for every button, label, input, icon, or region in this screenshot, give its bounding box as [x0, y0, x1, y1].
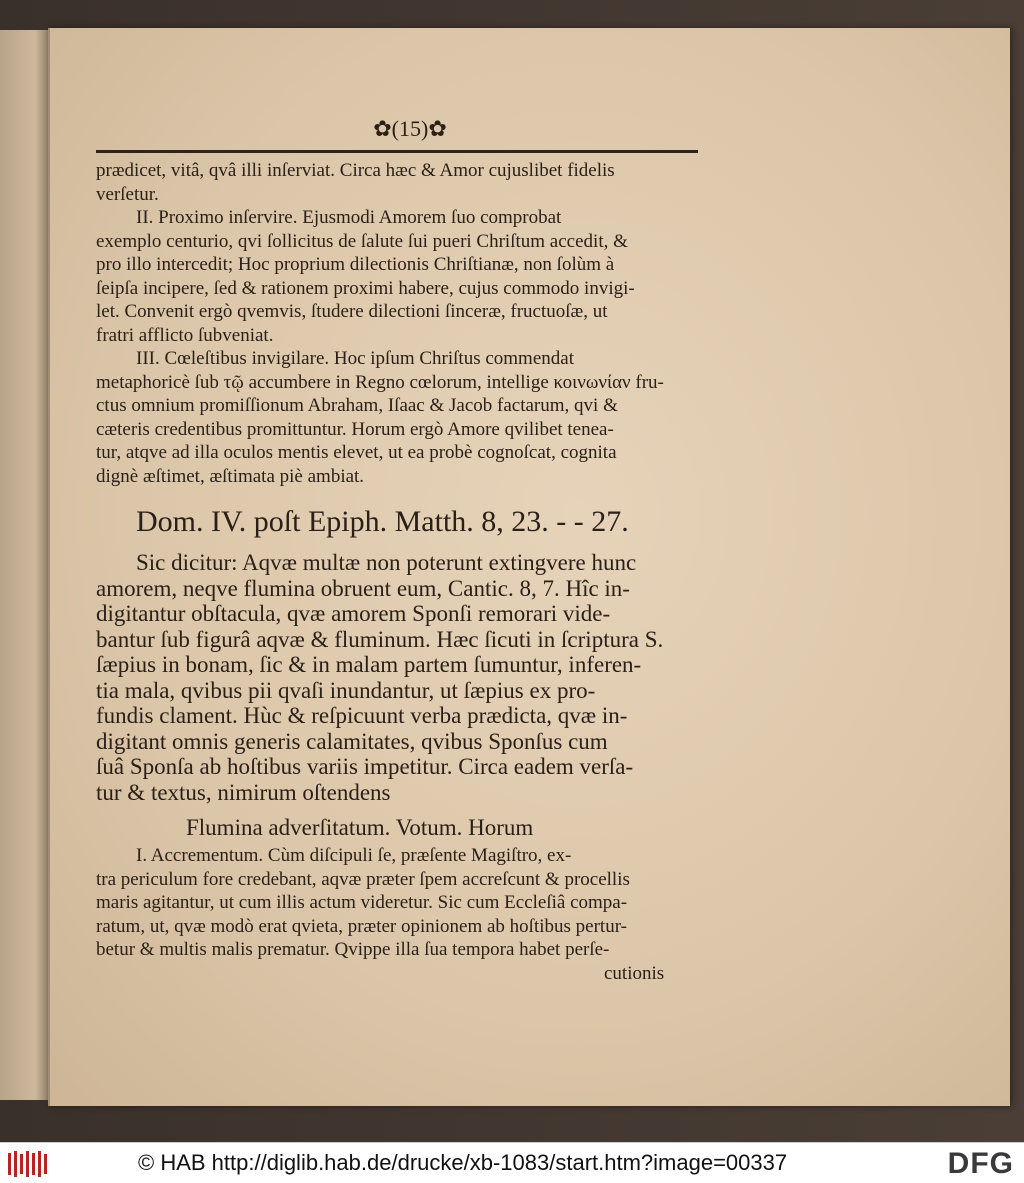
text-line: maris agitantur, ut cum illis actum videretur. Sic cum Eccleſiâ compa-	[96, 892, 628, 913]
text-line: dignè æſtimet, æſtimata piè ambiat.	[96, 465, 365, 487]
text-line: let. Convenit ergò qvemvis, ſtudere dilectioni ſinceræ, fructuoſæ, ut	[96, 301, 608, 322]
footer-bar	[0, 1142, 1024, 1183]
text-line: tur & textus, nimirum oſtendens	[96, 779, 391, 805]
text-line: pro illo intercedit; Hoc proprium dilectionis Chriſtianæ, non ſolùm à	[96, 254, 615, 275]
text-line: tur, atqve ad illa oculos mentis elevet, ut ea probè cognoſcat, cognita	[96, 442, 617, 463]
text-line: I. Accrementum. Cùm diſcipuli ſe, præſente Magiſtro, ex-	[136, 845, 572, 866]
text-line: bantur ſub figurâ aqvæ & fluminum. Hæc ſicuti in ſcriptura S.	[96, 626, 664, 652]
text-line: digitantur obſtacula, qvæ amorem Sponſi remorari vide-	[96, 601, 611, 626]
text-line: II. Proximo inſervire. Ejusmodi Amorem ſuo comprobat	[136, 207, 562, 228]
text-line: metaphoricè ſub τῷ accumbere in Regno cœlorum, intellige κοινωνίαν fru-	[96, 371, 664, 393]
text-line: ſeipſa incipere, ſed & rationem proximi habere, cujus commodo invigi-	[96, 277, 635, 299]
header-rule	[96, 150, 698, 153]
page-header: ✿(15)✿	[373, 116, 447, 141]
text-line: ſuâ Sponſa ab hoſtibus variis impetitur. Circa eadem verſa-	[96, 754, 634, 779]
text-line: tra periculum fore credebant, aqvæ præter ſpem accreſcunt & procellis	[96, 868, 630, 890]
text-line: tia mala, qvibus pii qvaſi inundantur, ut ſæpius ex pro-	[96, 677, 596, 703]
text-line: ctus omnium promiſſionum Abraham, Iſaac & Jacob factarum, qvi &	[96, 395, 618, 416]
text-line: verſetur.	[96, 183, 159, 205]
previous-page-edge	[0, 30, 51, 1100]
text-line: exemplo centurio, qvi ſollicitus de ſalute ſui pueri Chriſtum accedit, &	[96, 230, 628, 252]
text-line: ratum, ut, qvæ modò erat qvieta, præter opinionem ab hoſtibus pertur-	[96, 915, 627, 937]
text-line: fratri afflicto ſubveniat.	[96, 324, 274, 346]
text-line: Sic dicitur: Aqvæ multæ non poterunt extingvere hunc	[136, 550, 637, 575]
text-line: prædicet, vitâ, qvâ illi inſerviat. Circa hæc & Amor cujuslibet fidelis	[96, 160, 615, 181]
text-line: cæteris credentibus promittuntur. Horum ergò Amore qvilibet tenea-	[96, 418, 614, 440]
text-line: betur & multis malis prematur. Qvippe illa ſua tempora habet perſe-	[96, 939, 610, 960]
text-line: digitant omnis generis calamitates, qvibus Sponſus cum	[96, 728, 608, 754]
text-line: III. Cœleſtibus invigilare. Hoc ipſum Chriſtus commendat	[136, 348, 574, 369]
hab-logo-icon	[6, 1149, 50, 1179]
section-heading: Dom. IV. poſt Epiph. Matth. 8, 23. - - 27.	[136, 505, 629, 538]
text-line: fundis clament. Hùc & reſpicuunt verba prædicta, qvæ in-	[96, 703, 628, 728]
text-line: ſæpius in bonam, ſic & in malam partem ſumuntur, inferen-	[96, 652, 642, 677]
copyright-link[interactable]: © HAB http://diglib.hab.de/drucke/xb-1083/start.htm?image=00337	[138, 1150, 788, 1175]
dfg-logo: DFG	[947, 1147, 1014, 1180]
text-line: amorem, neqve flumina obruent eum, Cantic. 8, 7. Hîc in-	[96, 575, 630, 601]
subheading: Flumina adverſitatum. Votum. Horum	[186, 815, 534, 840]
text-line: cutionis	[604, 962, 665, 984]
